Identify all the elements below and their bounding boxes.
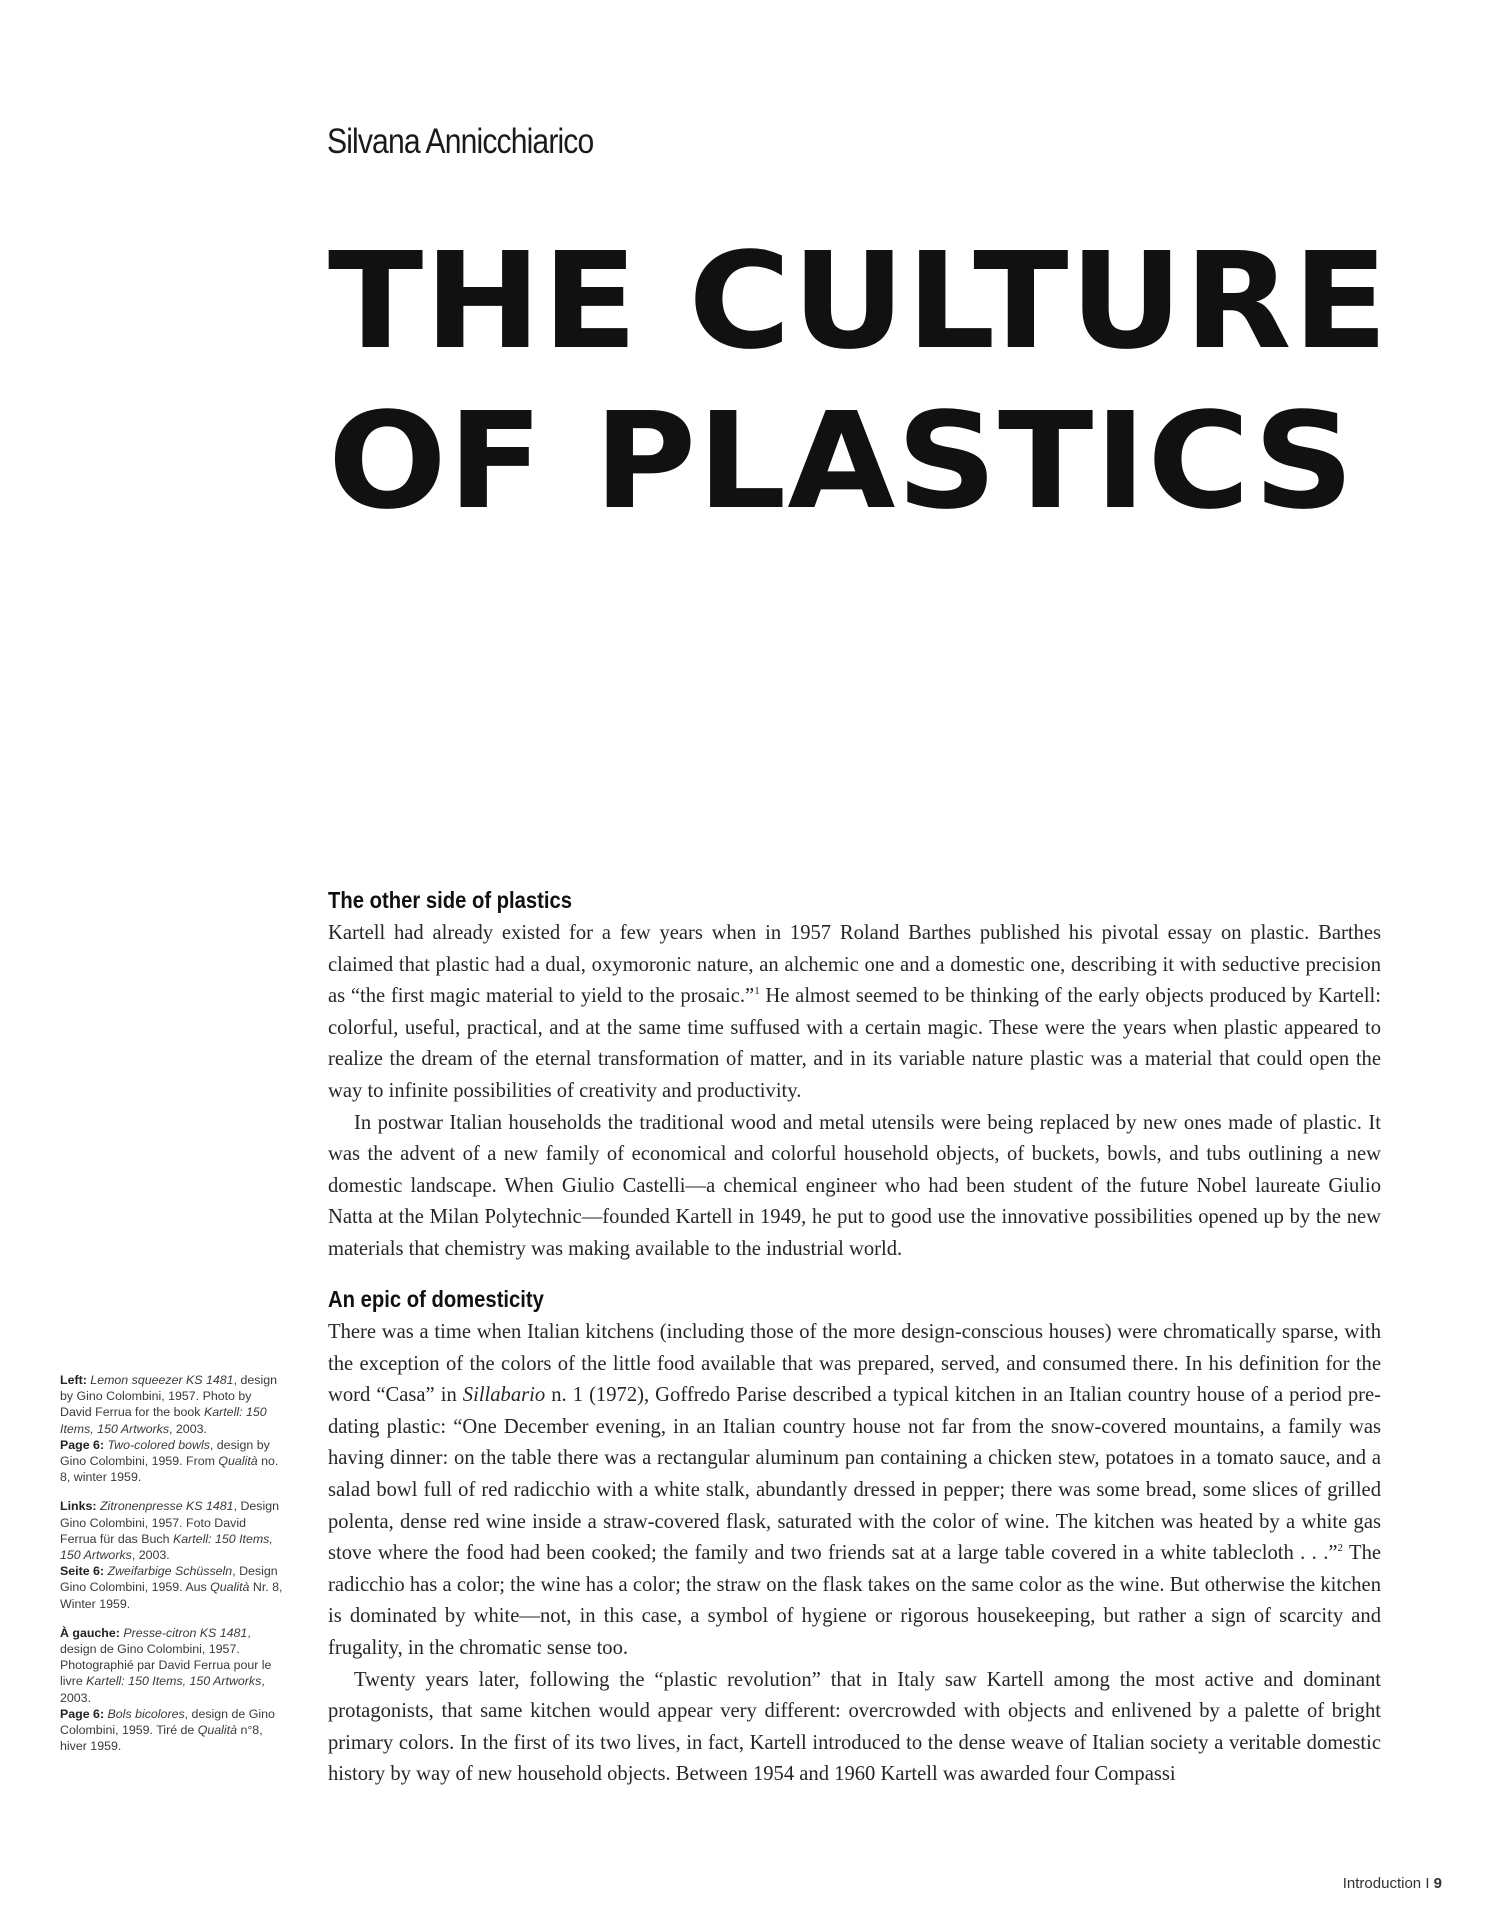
caption-source: Kartell: 150 Items, 150 Artworks [60, 1531, 273, 1563]
caption-text: , Design Gino Colombini, 1957. Foto David Ferrua für das Buch [60, 1499, 280, 1546]
caption-english [60, 1372, 284, 1485]
body-paragraph: In postwar Italian households the traditional wood and metal utensils were being replaced by new ones made of plastic. It was the advent of a new family of economical and colorful household objects, of buckets, bowls, and tubs outlining a new domestic landscape. When Giulio Castelli—a chemical engineer who had been student of the future Nobel laureate Giulio Natta at the Milan Polytechnic—founded Kartell in 1949, he put to good use the innovative possibilities opened up by the new materials that chemistry was making available to the industrial world. [328, 1111, 1381, 1260]
caption-label: Seite 6: [60, 1564, 105, 1579]
image-captions [60, 1372, 284, 1767]
section-heading: The other side of plastics [328, 887, 573, 913]
book-title: Sillabario [462, 1384, 546, 1407]
section-other-side [328, 884, 1381, 1266]
caption-source: Kartell: 150 Items, 150 Artworks [86, 1674, 262, 1689]
title-line-1: THE CULTURE [328, 225, 1390, 379]
page-footer [1343, 1875, 1442, 1892]
section-heading: An epic of domesticity [328, 1286, 544, 1312]
caption-text: , 2003. [60, 1674, 265, 1705]
caption-german [60, 1498, 284, 1611]
caption-line [60, 1706, 284, 1755]
caption-text: no. 8, winter 1959. [60, 1454, 279, 1485]
caption-object: Bols bicolores [107, 1706, 185, 1721]
caption-label: Page 6: [60, 1706, 105, 1721]
paragraph-text: The radicchio has a color; the wine has a color; the straw on the flask takes on the same color as the wine. But otherwise the kitchen is dominated by white—not, in this case, a symbol of hygiene or rigorous housekeeping, but rather a sign of scarcity and frugality, in the chromatic sense too. [328, 1542, 1382, 1659]
caption-text: , Design Gino Colombini, 1959. Aus [60, 1564, 278, 1595]
footer-separator: I [1425, 1875, 1430, 1892]
page-number: 9 [1433, 1875, 1442, 1892]
caption-line [60, 1625, 284, 1706]
caption-label: Links: [60, 1499, 97, 1514]
caption-label: Page 6: [60, 1437, 105, 1452]
caption-line [60, 1498, 284, 1563]
paragraph-text: He almost seemed to be thinking of the early objects produced by Kartell: colorful, useful, practical, and at the same time suffused with a certain magic. These were the years when plastic appeared to realize the dream of the eternal transformation of matter, and in its variable nature plastic was a material that could open the way to infinite possibilities of creativity and productivity. [328, 985, 1381, 1102]
footer-section: Introduction [1342, 1875, 1422, 1892]
caption-source: Kartell: 150 Items, 150 Artworks [60, 1405, 267, 1436]
caption-object: Zweifarbige Schüsseln [107, 1564, 233, 1579]
caption-line [60, 1563, 284, 1612]
caption-text: Nr. 8, Winter 1959. [60, 1580, 283, 1611]
caption-label: Left: [60, 1373, 87, 1387]
paragraph-text: n. 1 (1972), Goffredo Parise described a typical kitchen in an Italian country house of a period pre-dating plastic: “One December evening, in an Italian country house not far from the snow-covered mountains, a family was having dinner: on the table there was a rectangular aluminum pan containing a chicken stew, potatoes in a tomato sauce, and a salad bowl full of red radicchio with a white stalk, abundantly dressed in pepper; there was some bread, some slices of grilled polenta, dense red wine inside a straw-covered flask, saturated with the color of wine. The kitchen was heated by a white gas stove where the food had been cooked; the family and two friends sat at a large table covered in a white tablecloth . . .” [328, 1384, 1381, 1565]
caption-line [60, 1437, 284, 1486]
paragraph-text: There was a time when Italian kitchens (including those of the more design-conscious houses) were chromatically sparse, with the exception of the colors of the little food available that was prepared, served, and consumed there. In his definition for the word “Casa” in [328, 1321, 1381, 1407]
caption-french [60, 1625, 284, 1755]
caption-object: Two-colored bowls [107, 1437, 210, 1452]
article-title [328, 222, 1390, 542]
caption-object: Presse-citron KS 1481 [123, 1625, 248, 1640]
caption-source: Qualità [197, 1723, 238, 1738]
author-name: Silvana Annicchiarico [327, 122, 594, 161]
caption-source: Qualità [210, 1580, 250, 1595]
footnote-ref[interactable]: 2 [1337, 1542, 1343, 1555]
body-paragraph [328, 1317, 1381, 1665]
caption-text: , design by Gino Colombini, 1959. From [60, 1437, 270, 1469]
caption-text: , design de Gino Colombini, 1959. Tiré de [60, 1706, 275, 1738]
paragraph-text: Kartell had already existed for a few years when in 1957 Roland Barthes published his pivotal essay on plastic. Barthes claimed that plastic had a dual, oxymoronic nature, an alchemic one and a domestic one, describing it with seductive precision as “the first magic material to yield to the prosaic.” [328, 922, 1381, 1008]
caption-text: n°8, hiver 1959. [60, 1723, 263, 1754]
caption-line [60, 1372, 284, 1437]
caption-text: , design by Gino Colombini, 1957. Photo by David Ferrua for the book [60, 1373, 277, 1420]
caption-text: , design de Gino Colombini, 1957. Photographié par David Ferrua pour le livre [60, 1625, 272, 1689]
caption-text: , 2003. [131, 1548, 170, 1563]
caption-label: À gauche: [60, 1625, 120, 1640]
caption-text: , 2003. [169, 1421, 207, 1436]
body-paragraph [328, 918, 1381, 1108]
footnote-ref[interactable]: 1 [754, 985, 760, 998]
caption-source: Qualità [218, 1454, 258, 1469]
title-line-2: OF PLASTICS [328, 385, 1356, 539]
section-epic-domesticity [328, 1283, 1381, 1791]
caption-object: Lemon squeezer KS 1481 [90, 1373, 234, 1387]
body-paragraph: Twenty years later, following the “plastic revolution” that in Italy saw Kartell among the most active and dominant protagonists, that same kitchen would appear very different: overcrowded with objects and enlivened by a palette of bright primary colors. In the first of its two lives, in fact, Kartell introduced to the dense weave of Italian society a veritable domestic history by way of new household objects. Between 1954 and 1960 Kartell was awarded four Compassi [328, 1668, 1381, 1786]
caption-object: Zitronenpresse KS 1481 [99, 1499, 234, 1514]
